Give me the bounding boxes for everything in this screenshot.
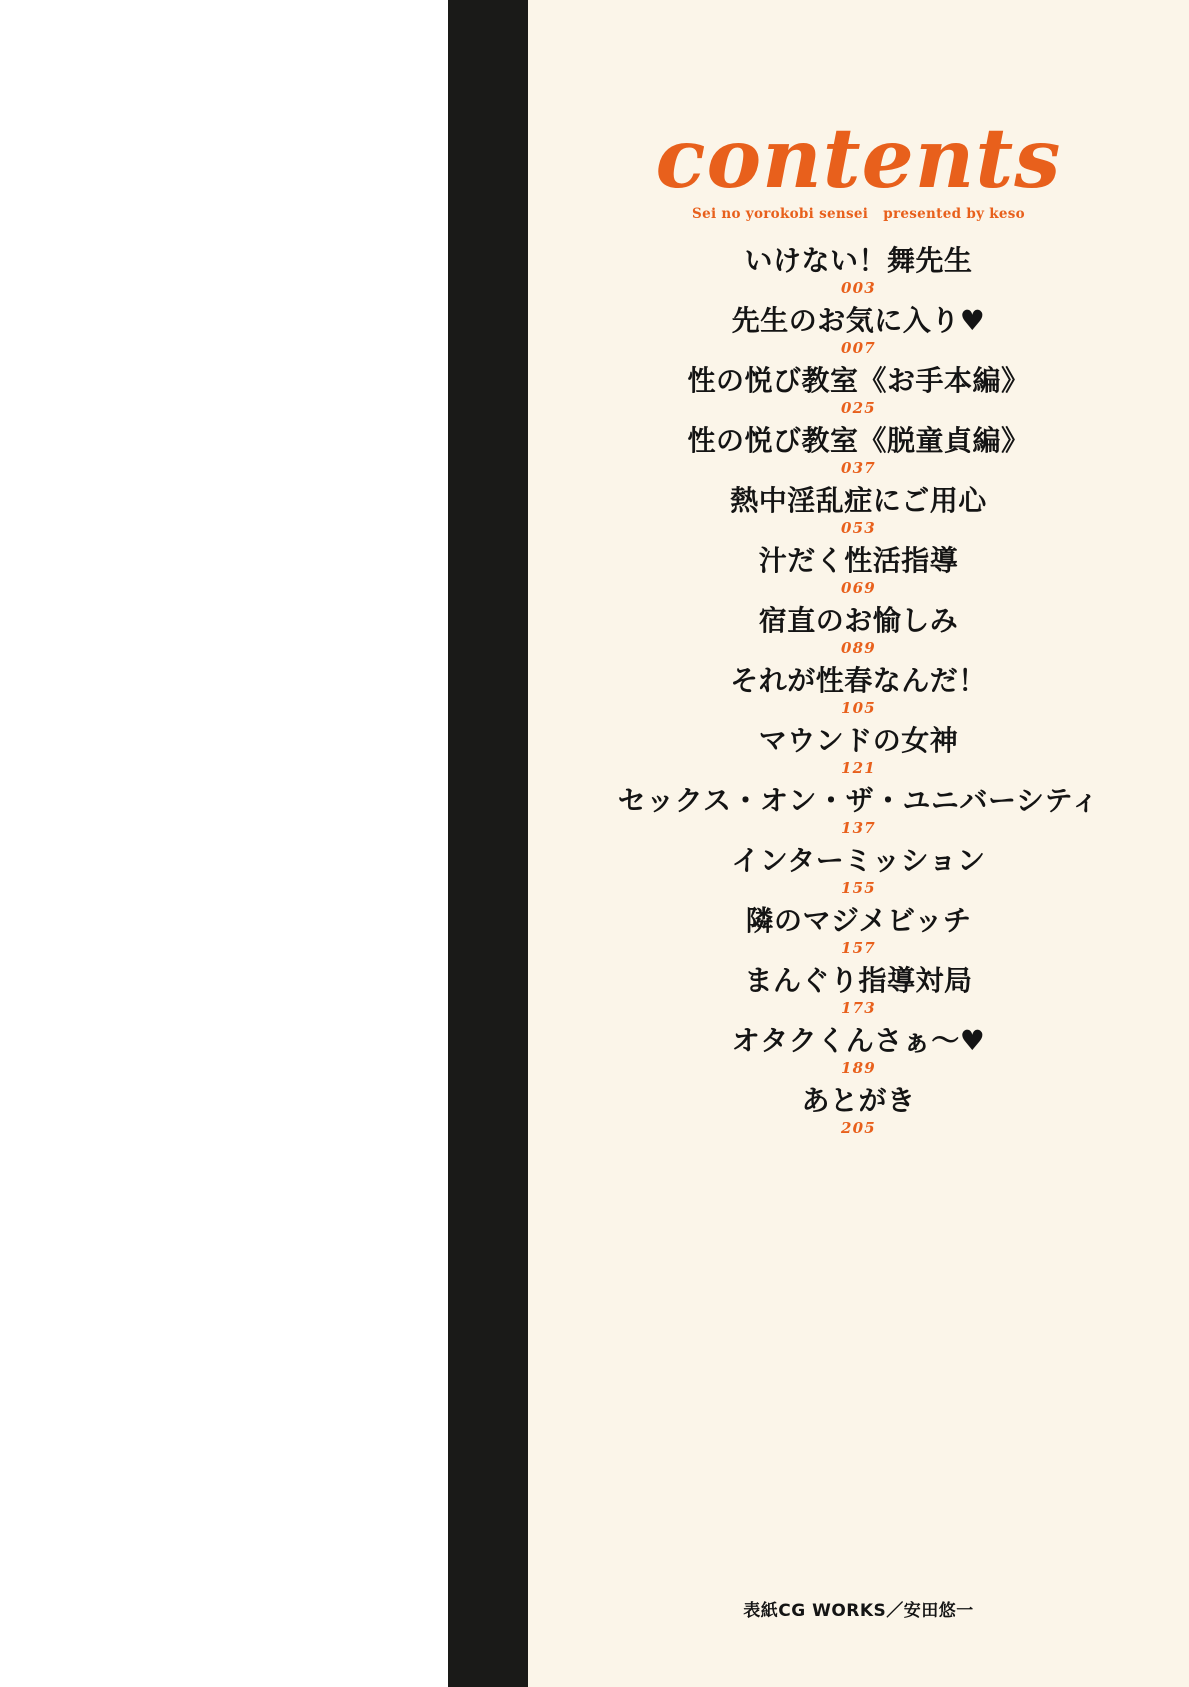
- list-item[interactable]: [528, 244, 1189, 297]
- toc-entry-title: それが性春なんだ！: [730, 664, 987, 698]
- toc-entry-page: 189: [841, 1059, 876, 1078]
- list-item[interactable]: [528, 424, 1189, 477]
- toc-entry-title: 宿直のお愉しみ: [758, 604, 959, 638]
- toc-entry-title: 性の悦び教室《脱童貞編》: [687, 424, 1030, 458]
- left-blank-page: [0, 0, 448, 1687]
- list-item[interactable]: [528, 1084, 1189, 1137]
- toc-entry-page: 105: [841, 699, 876, 718]
- page-subtitle: Sei no yorokobi sensei presented by keso: [692, 206, 1025, 222]
- toc-entry-page: 069: [841, 579, 876, 598]
- toc-entry-page: 053: [841, 519, 876, 538]
- toc-entry-title: インターミッション: [731, 844, 986, 878]
- toc-entry-title: 熱中淫乱症にご用心: [730, 484, 987, 518]
- toc-entry-title: いけない！舞先生: [744, 244, 973, 277]
- list-item[interactable]: [528, 904, 1189, 957]
- list-item[interactable]: [528, 664, 1189, 717]
- list-item[interactable]: [528, 844, 1189, 897]
- toc-entry-title: 先生のお気に入り♥: [731, 304, 986, 338]
- toc-entry-page: 205: [841, 1119, 876, 1138]
- toc-entry-page: 137: [841, 819, 876, 838]
- toc-entry-page: 155: [841, 879, 876, 898]
- toc-list: [528, 244, 1189, 1144]
- toc-entry-title: オタクくんさぁ〜♥: [731, 1024, 986, 1058]
- toc-entry-title: セックス・オン・ザ・ユニバーシティ: [617, 784, 1100, 818]
- toc-entry-title: 隣のマジメビッチ: [745, 904, 972, 938]
- toc-entry-title: 性の悦び教室《お手本編》: [687, 364, 1030, 398]
- toc-entry-page: 173: [841, 999, 876, 1018]
- toc-entry-page: 121: [841, 759, 876, 778]
- list-item[interactable]: [528, 604, 1189, 657]
- page-title: contents: [655, 111, 1062, 207]
- book-spine-gutter: [448, 0, 528, 1687]
- list-item[interactable]: [528, 724, 1189, 777]
- toc-entry-title: まんぐり指導対局: [744, 964, 973, 998]
- toc-entry-page: 157: [841, 939, 876, 958]
- table-of-contents-page: [528, 0, 1189, 1687]
- toc-entry-page: 037: [841, 459, 876, 478]
- toc-entry-title: マウンドの女神: [758, 724, 959, 758]
- toc-header-block: [528, 111, 1189, 1144]
- cover-credit: 表紙CG WORKS／安田悠一: [743, 1601, 974, 1621]
- list-item[interactable]: [528, 304, 1189, 357]
- list-item[interactable]: [528, 784, 1189, 837]
- list-item[interactable]: [528, 484, 1189, 537]
- list-item[interactable]: [528, 1024, 1189, 1077]
- toc-entry-title: 汁だく性活指導: [758, 544, 959, 578]
- list-item[interactable]: [528, 964, 1189, 1017]
- toc-entry-page: 007: [841, 339, 876, 358]
- toc-entry-page: 025: [841, 399, 876, 418]
- list-item[interactable]: [528, 544, 1189, 597]
- toc-entry-page: 003: [841, 279, 876, 298]
- list-item[interactable]: [528, 364, 1189, 417]
- toc-entry-title: あとがき: [801, 1084, 916, 1118]
- toc-entry-page: 089: [841, 639, 876, 658]
